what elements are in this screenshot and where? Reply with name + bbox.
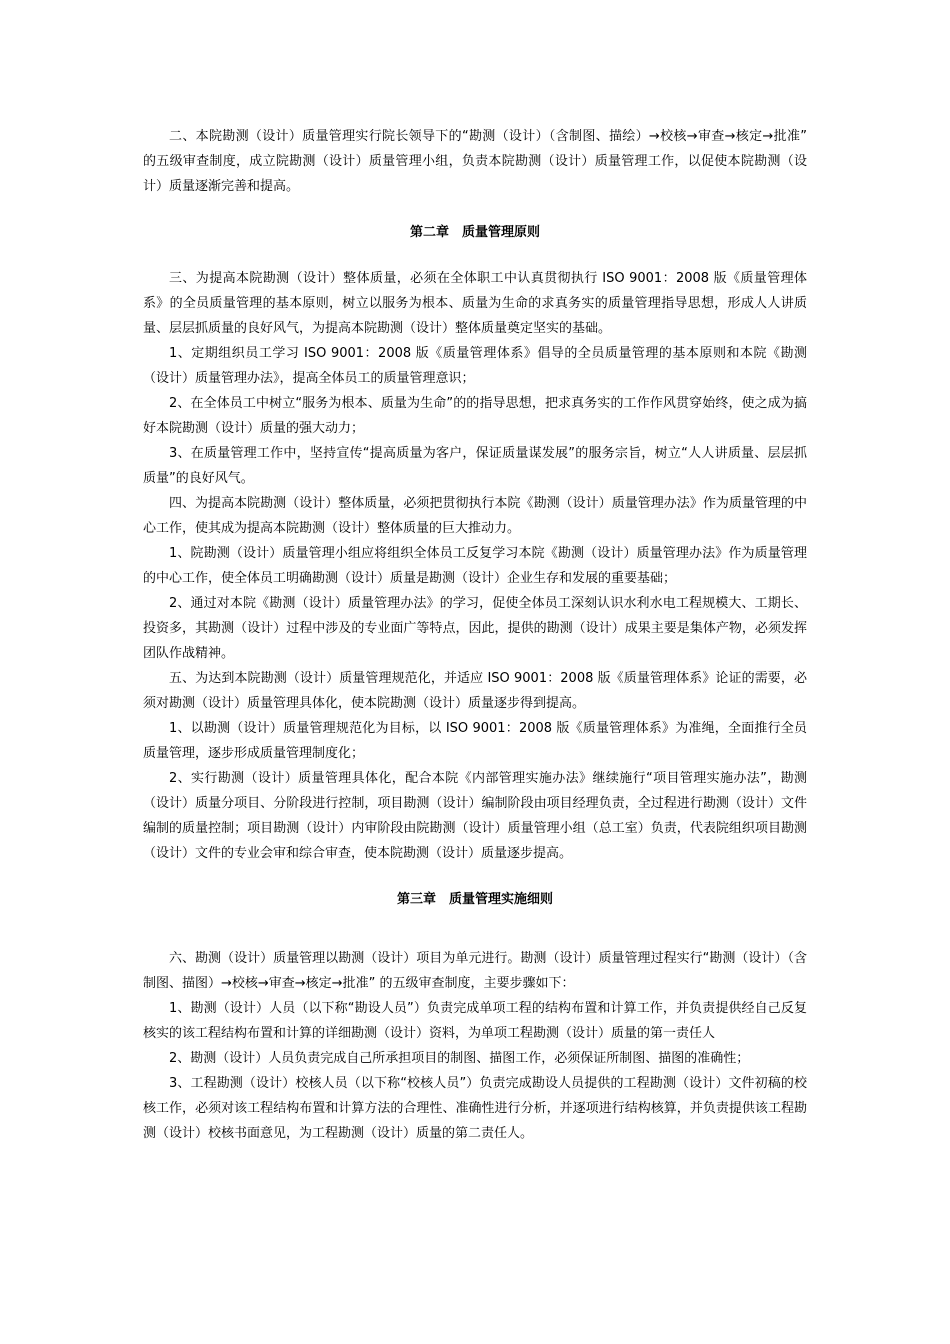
article-2-paragraph: 二、本院勘测（设计）质量管理实行院长领导下的“勘测（设计）（含制图、描绘）→校核→审查→核定→批准” 的五级审查制度，成立院勘测（设计）质量管理小组，负责本院勘测（设计）质量管理工作，以促使本院勘测（设计）质量逐渐完善和提高。 (143, 129, 807, 194)
article-6-paragraph: 六、勘测（设计）质量管理以勘测（设计）项目为单元进行。勘测（设计）质量管理过程实行“勘测（设计）（含制图、描图）→校核→审查→核定→批准” 的五级审查制度，主要步骤如下： (143, 951, 807, 991)
article-6-item-1: 1、勘测（设计）人员（以下称“勘设人员”）负责完成单项工程的结构布置和计算工作，并负责提供经自己反复核实的该工程结构布置和计算的详细勘测（设计）资料，为单项工程勘测（设计）质量的第一责任人 (143, 1001, 807, 1041)
article-6-item-3: 3、工程勘测（设计）校核人员（以下称“校核人员”）负责完成勘设人员提供的工程勘测（设计）文件初稿的校核工作，必须对该工程结构布置和计算方法的合理性、准确性进行分析，并逐项进行结构核算，并负责提供该工程勘测（设计）校核书面意见，为工程勘测（设计）质量的第二责任人。 (143, 1076, 807, 1141)
article-3-item-2: 2、在全体员工中树立“服务为根本、质量为生命”的的指导思想，把求真务实的工作作风贯穿始终，使之成为搞好本院勘测（设计）质量的强大动力； (143, 396, 807, 436)
article-4-item-2: 2、通过对本院《勘测（设计）质量管理办法》的学习，促使全体员工深刻认识水利水电工程规模大、工期长、投资多，其勘测（设计）过程中涉及的专业面广等特点，因此，提供的勘测（设计）成果主要是集体产物，必须发挥团队作战精神。 (143, 596, 807, 661)
article-4-paragraph: 四、为提高本院勘测（设计）整体质量，必须把贯彻执行本院《勘测（设计）质量管理办法》作为质量管理的中心工作，使其成为提高本院勘测（设计）整体质量的巨大推动力。 (143, 496, 807, 536)
article-3-item-1: 1、定期组织员工学习 ISO 9001：2008 版《质量管理体系》倡导的全员质量管理的基本原则和本院《勘测（设计）质量管理办法》，提高全体员工的质量管理意识； (143, 346, 807, 386)
article-3-item-3: 3、在质量管理工作中，坚持宣传“提高质量为客户，保证质量谋发展”的服务宗旨，树立“人人讲质量、层层抓质量”的良好风气。 (143, 446, 807, 486)
article-6-item-2: 2、勘测（设计）人员负责完成自己所承担项目的制图、描图工作，必须保证所制图、描图的准确性； (169, 1051, 750, 1066)
spacer (143, 245, 807, 266)
spacer (143, 912, 807, 946)
spacer (143, 866, 807, 887)
article-5-item-2: 2、实行勘测（设计）质量管理具体化，配合本院《内部管理实施办法》继续施行“项目管理实施办法”，勘测（设计）质量分项目、分阶段进行控制，项目勘测（设计）编制阶段由项目经理负责，全过程进行勘测（设计）文件编制的质量控制；项目勘测（设计）内审阶段由院勘测（设计）质量管理小组（总工室）负责，代表院组织项目勘测（设计）文件的专业会审和综合审查，使本院勘测（设计）质量逐步提高。 (143, 771, 807, 861)
chapter-3-heading: 第三章 质量管理实施细则 (396, 892, 553, 907)
spacer (143, 199, 807, 220)
document-body (143, 124, 807, 1146)
article-4-item-1: 1、院勘测（设计）质量管理小组应将组织全体员工反复学习本院《勘测（设计）质量管理办法》作为质量管理的中心工作，使全体员工明确勘测（设计）质量是勘测（设计）企业生存和发展的重要基础； (143, 546, 807, 586)
article-5-item-1: 1、以勘测（设计）质量管理规范化为目标，以 ISO 9001：2008 版《质量管理体系》为准绳，全面推行全员质量管理，逐步形成质量管理制度化； (143, 721, 807, 761)
chapter-2-heading: 第二章 质量管理原则 (409, 225, 540, 240)
article-5-paragraph: 五、为达到本院勘测（设计）质量管理规范化，并适应 ISO 9001：2008 版《质量管理体系》论证的需要，必须对勘测（设计）质量管理具体化，使本院勘测（设计）质量逐步得到提高。 (143, 671, 807, 711)
article-3-paragraph: 三、为提高本院勘测（设计）整体质量，必须在全体职工中认真贯彻执行 ISO 9001：2008 版《质量管理体系》的全员质量管理的基本原则，树立以服务为根本、质量为生命的求真务实的质量管理指导思想，形成人人讲质量、层层抓质量的良好风气，为提高本院勘测（设计）整体质量奠定坚实的基础。 (143, 271, 807, 336)
